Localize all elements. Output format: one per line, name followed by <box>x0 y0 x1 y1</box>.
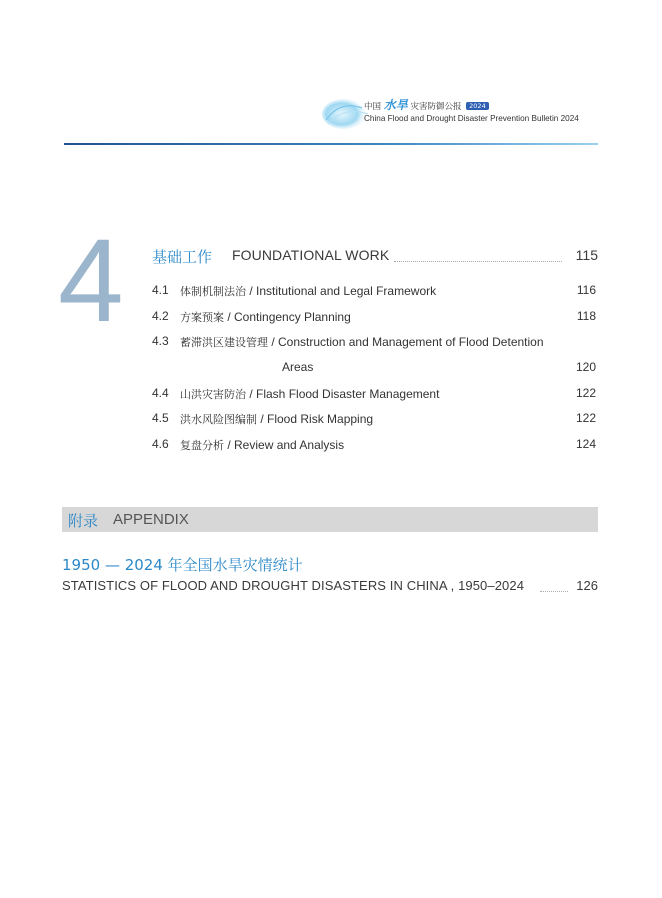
appendix-label-cn: 附录 <box>68 512 99 530</box>
toc-entry-4-2[interactable] <box>152 309 596 325</box>
entry-page: 118 <box>576 309 596 323</box>
entry-page: 122 <box>575 386 596 400</box>
appendix-page: 126 <box>576 578 598 593</box>
chapter-number: 4 <box>58 215 124 347</box>
chapter-page: 115 <box>575 247 598 263</box>
entry-number: 4.1 <box>152 283 169 297</box>
entry-page: 116 <box>576 283 596 297</box>
dot-leader <box>394 261 562 262</box>
header-en-title: China Flood and Drought Disaster Prevention Bulletin 2024 <box>364 114 579 123</box>
toc-entry-4-1[interactable] <box>152 283 596 299</box>
appendix-label-en: APPENDIX <box>113 511 189 528</box>
toc-entry-4-5[interactable] <box>152 411 596 427</box>
chapter-title-en: FOUNDATIONAL WORK <box>232 247 390 263</box>
entry-page: 124 <box>575 437 596 451</box>
entry-number: 4.4 <box>152 386 169 400</box>
toc-entry-4-6[interactable] <box>152 437 596 453</box>
entry-text: 复盘分析 / Review and Analysis <box>180 438 345 452</box>
header-cn-title: 中国 水旱 灾害防御公报 2024 <box>364 96 489 113</box>
entry-page: 122 <box>575 411 596 425</box>
year-badge: 2024 <box>466 102 489 110</box>
entry-number: 4.3 <box>152 334 169 348</box>
entry-text: 体制机制法治 / Institutional and Legal Framework <box>180 284 437 298</box>
entry-number: 4.5 <box>152 411 169 425</box>
chapter-title-cn: 基础工作 <box>152 248 213 266</box>
chapter-title-row[interactable] <box>152 246 598 266</box>
toc-entry-4-3-continuation: Areas <box>282 360 314 374</box>
entry-number: 4.2 <box>152 309 169 323</box>
appendix-entry[interactable] <box>62 578 598 596</box>
header-divider <box>64 143 598 145</box>
toc-entry-4-3[interactable] <box>152 334 596 350</box>
appendix-title-cn: 1950 — 2024 年全国水旱灾情统计 <box>62 556 303 574</box>
toc-entry-4-4[interactable] <box>152 386 596 402</box>
entry-text: 蓄滞洪区建设管理 / Construction and Management of Flood Detention <box>180 335 544 349</box>
entry-text: 山洪灾害防治 / Flash Flood Disaster Management <box>180 387 440 401</box>
entry-text: 方案预案 / Contingency Planning <box>180 310 351 324</box>
appendix-banner <box>62 507 598 532</box>
entry-text: 洪水风险图编制 / Flood Risk Mapping <box>180 412 374 426</box>
bulletin-header <box>322 92 602 132</box>
entry-page: 120 <box>575 360 596 374</box>
header-cn-emphasis: 水旱 <box>383 98 408 112</box>
dot-leader <box>540 591 568 592</box>
appendix-title-en: STATISTICS OF FLOOD AND DROUGHT DISASTERS IN CHINA , 1950–2024 <box>62 578 525 593</box>
entry-number: 4.6 <box>152 437 169 451</box>
